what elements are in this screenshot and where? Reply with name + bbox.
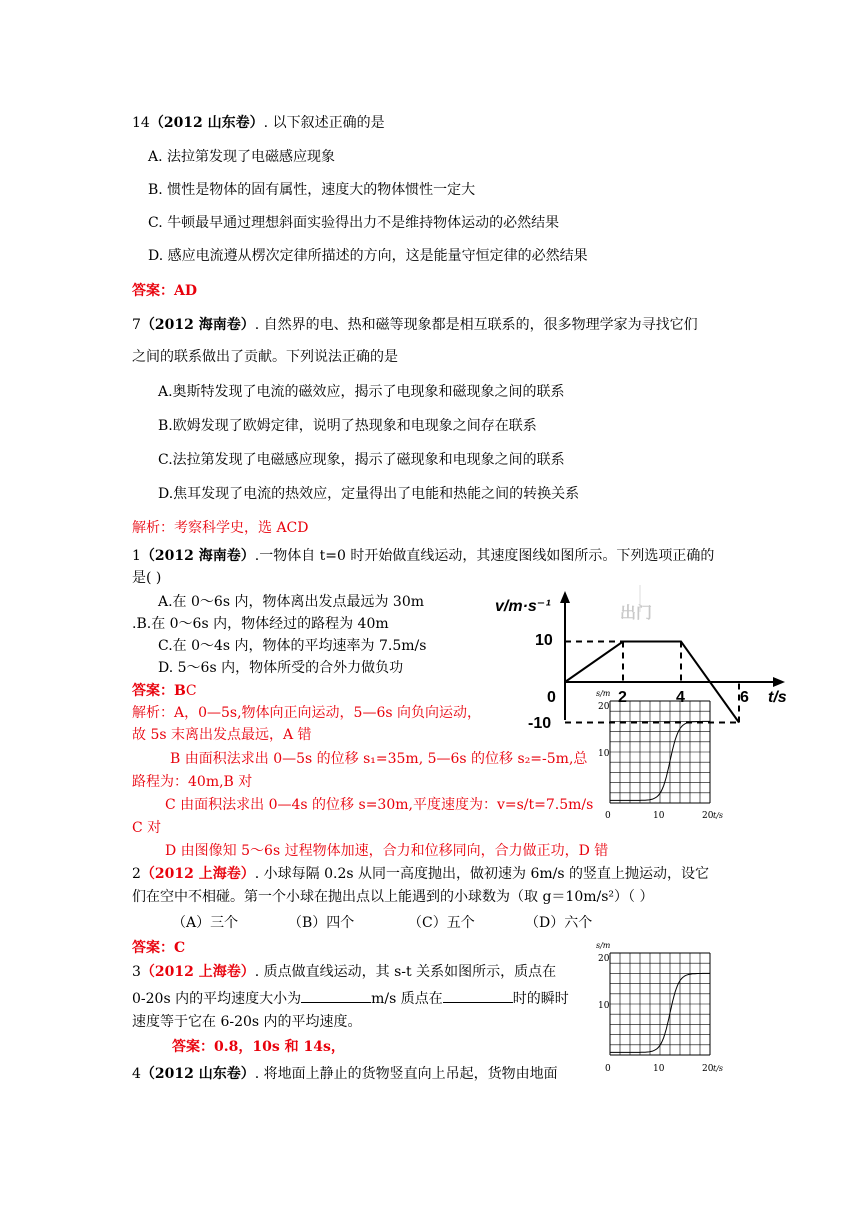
q14-option-d: D. 感应电流遵从楞次定律所描述的方向，这是能量守恒定律的必然结果 bbox=[148, 248, 588, 264]
q7-stem: 7（2012 海南卷）. 自然界的电、热和磁等现象都是相互联系的，很多物理学家为寻找它们 bbox=[132, 317, 698, 333]
q1-analysis-2: 故 5s 末离出发点最远，A 错 bbox=[132, 727, 312, 743]
q7-option-c: C.法拉第发现了电磁感应现象，揭示了磁现象和电现象之间的联系 bbox=[158, 452, 565, 468]
q14-stem: 14（2012 山东卷）. 以下叙述正确的是 bbox=[132, 115, 385, 131]
q7-option-d: D.焦耳发现了电流的热效应，定量得出了电能和热能之间的转换关系 bbox=[158, 486, 580, 502]
q3-stem-line2: 0-20s 内的平均速度大小为 m/s 质点在 时的瞬时 bbox=[132, 988, 569, 1009]
q1-option-b: .B.在 0～6s 内，物体经过的路程为 40m bbox=[132, 616, 389, 632]
t-tick-20: 20 bbox=[702, 811, 714, 821]
q14-option-b: B. 惯性是物体的固有属性，速度大的物体惯性一定大 bbox=[148, 182, 476, 198]
q7-analysis: 解析：考察科学史，选 ACD bbox=[132, 520, 309, 536]
t-tick-0: 0 bbox=[605, 811, 611, 821]
t-tick-0: 0 bbox=[547, 689, 556, 706]
s-tick-10: 10 bbox=[598, 749, 610, 759]
q2-stem: 2（2012 上海卷）. 小球每隔 0.2s 从同一高度抛出，做初速为 6m/s 的竖直上抛运动，设它 bbox=[132, 866, 709, 882]
q3-stem-line3: 速度等于它在 6-20s 内的平均速度。 bbox=[132, 1014, 362, 1030]
q2-option-d: （D）六个 bbox=[525, 915, 593, 931]
q1-option-d: D. 5～6s 内，物体所受的合外力做负功 bbox=[158, 660, 404, 676]
blank-1 bbox=[301, 988, 371, 1003]
s-axis-label: s/m bbox=[596, 941, 611, 950]
q1-stem-line2: 是( ) bbox=[132, 570, 162, 586]
t-axis-arrow bbox=[773, 677, 785, 687]
q2-option-a: （A）三个 bbox=[172, 915, 239, 931]
s-axis-label: s/m bbox=[596, 689, 611, 698]
v-tick-minus10: -10 bbox=[528, 715, 552, 732]
v-axis-label: v/m·s⁻¹ bbox=[495, 598, 551, 615]
q2-stem-line2: 们在空中不相碰。第一个小球在抛出点以上能遇到的小球数为（取 g＝10m/s²）（ ） bbox=[132, 889, 654, 905]
q14-option-a: A. 法拉第发现了电磁感应现象 bbox=[148, 149, 336, 165]
t-tick-10: 10 bbox=[653, 1064, 665, 1074]
q1-analysis-7: D 由图像知 5～6s 过程物体加速，合力和位移同向，合力做正功，D 错 bbox=[165, 843, 609, 859]
q1-analysis-3: B 由面积法求出 0—5s 的位移 s₁=35m, 5—6s 的位移 s₂=-5m,总 bbox=[170, 751, 588, 767]
q1-stem: 1（2012 海南卷）.一物体自 t=0 时开始做直线运动，其速度图线如图所示。下列选项正确的 bbox=[132, 548, 715, 564]
q7-option-a: A.奥斯特发现了电流的磁效应，揭示了电现象和磁现象之间的联系 bbox=[158, 384, 565, 400]
v-axis-arrow bbox=[560, 591, 570, 603]
q2-option-c: （C）五个 bbox=[408, 915, 475, 931]
q2-option-b: （B）四个 bbox=[288, 915, 355, 931]
q7-option-b: B.欧姆发现了欧姆定律，说明了热现象和电现象之间存在联系 bbox=[158, 418, 537, 434]
displacement-time-graph-upper bbox=[590, 686, 740, 826]
v-tick-10: 10 bbox=[535, 632, 553, 649]
q1-analysis-5: C 由面积法求出 0—4s 的位移 s=30m,平度速度为：v=s/t=7.5m/s bbox=[165, 797, 594, 813]
q1-option-a: A.在 0～6s 内，物体离出发点最远为 30m bbox=[158, 594, 424, 610]
t-tick-2: 2 bbox=[618, 689, 627, 706]
s-tick-20: 20 bbox=[598, 954, 610, 964]
blank-2 bbox=[443, 988, 513, 1003]
q7-stem-line2: 之间的联系做出了贡献。下列说法正确的是 bbox=[132, 349, 398, 365]
q1-analysis-6: C 对 bbox=[132, 820, 162, 836]
q1-analysis-4: 路程为：40m,B 对 bbox=[132, 774, 253, 790]
q14-option-c: C. 牛顿最早通过理想斜面实验得出力不是维持物体运动的必然结果 bbox=[148, 215, 560, 231]
q1-answer: 答案：BC bbox=[132, 683, 197, 699]
t-tick-6: 6 bbox=[740, 689, 749, 706]
t-tick-4: 4 bbox=[676, 689, 685, 706]
s-tick-20: 20 bbox=[598, 702, 610, 712]
displacement-time-graph-lower bbox=[590, 938, 740, 1078]
t-tick-20: 20 bbox=[702, 1064, 714, 1074]
q14-answer: 答案：AD bbox=[132, 283, 198, 299]
q3-answer: 答案：0.8，10s 和 14s， bbox=[172, 1039, 345, 1055]
t-tick-10: 10 bbox=[653, 811, 665, 821]
t-axis-label: t/s bbox=[713, 811, 724, 820]
q2-answer: 答案：C bbox=[132, 940, 186, 956]
s-tick-10: 10 bbox=[598, 1001, 610, 1011]
q4-stem: 4（2012 山东卷）. 将地面上静止的货物竖直向上吊起，货物由地面 bbox=[132, 1066, 558, 1082]
q3-stem: 3（2012 上海卷）. 质点做直线运动，其 s-t 关系如图所示，质点在 bbox=[132, 964, 557, 980]
t-axis-label: t/s bbox=[713, 1064, 724, 1073]
q1-option-c: C.在 0～4s 内，物体的平均速率为 7.5m/s bbox=[158, 638, 427, 654]
graph-watermark: 出门 bbox=[620, 605, 653, 622]
q1-analysis-1: 解析：A，0—5s,物体向正向运动，5—6s 向负向运动， bbox=[132, 705, 482, 721]
t-tick-0: 0 bbox=[605, 1064, 611, 1074]
t-axis-label: t/s bbox=[768, 689, 787, 706]
